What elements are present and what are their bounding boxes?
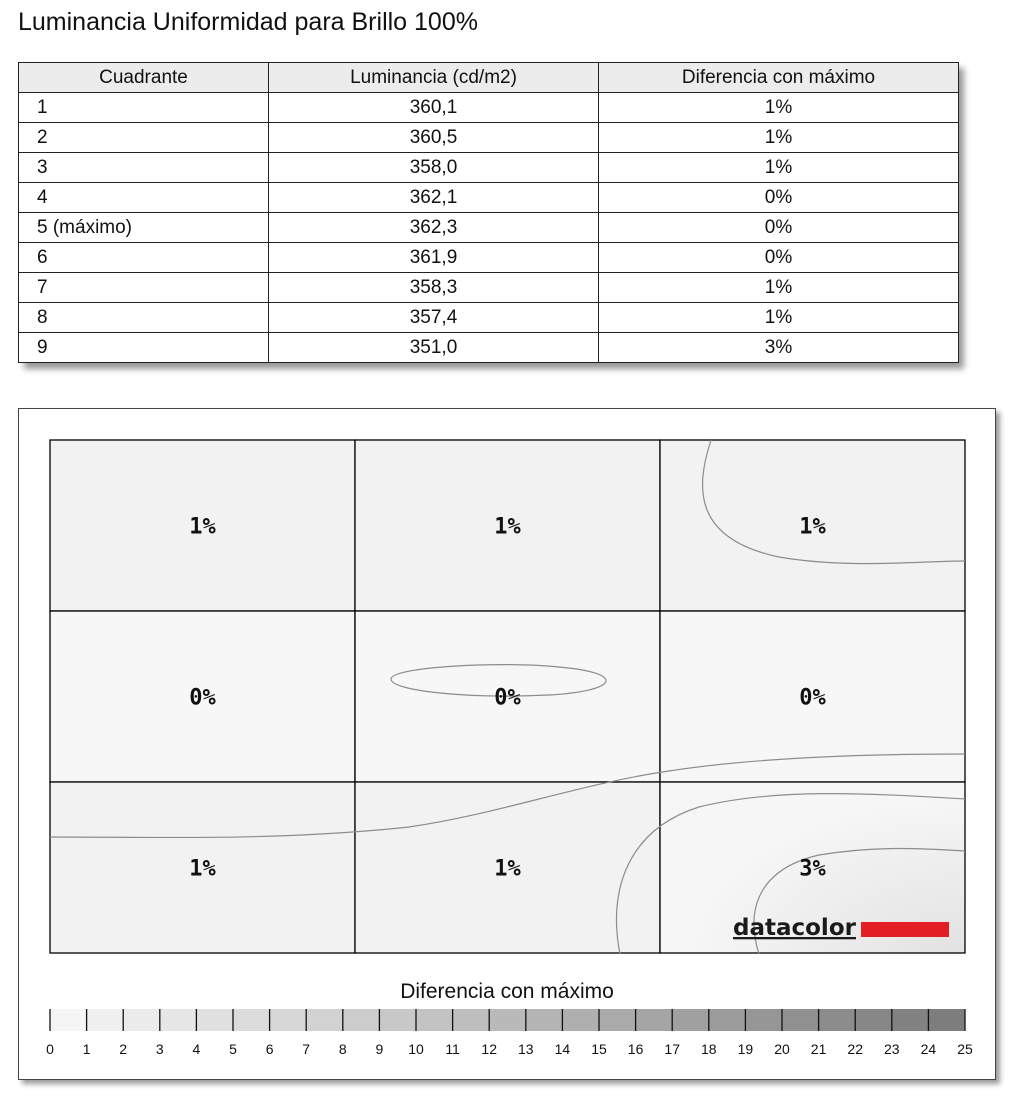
- legend-swatch: [123, 1009, 160, 1031]
- legend-tick-label: 6: [265, 1041, 274, 1057]
- legend-title: Diferencia con máximo: [400, 980, 614, 1003]
- heatmap-cell-label: 1%: [799, 514, 826, 540]
- cell-difference: 0%: [599, 183, 959, 213]
- table-row: [19, 153, 959, 183]
- legend-tick-label: 24: [920, 1041, 937, 1057]
- legend-tick-label: 23: [884, 1041, 900, 1057]
- cell-difference: 1%: [599, 153, 959, 183]
- heatmap-cell-label: 0%: [494, 685, 521, 711]
- cell-difference: 1%: [599, 93, 959, 123]
- table-row: [19, 303, 959, 333]
- header-quadrant: Cuadrante: [19, 63, 269, 93]
- legend-tick-label: 10: [408, 1041, 424, 1057]
- table-row: [19, 183, 959, 213]
- legend-tick-label: 25: [957, 1041, 973, 1057]
- legend-swatch: [233, 1009, 270, 1031]
- cell-quadrant: 8: [19, 303, 269, 333]
- legend-swatch: [416, 1009, 453, 1031]
- table-row: [19, 213, 959, 243]
- legend-swatch: [562, 1009, 599, 1031]
- cell-quadrant: 3: [19, 153, 269, 183]
- cell-quadrant: 4: [19, 183, 269, 213]
- cell-luminance: 351,0: [269, 333, 599, 363]
- cell-luminance: 358,3: [269, 273, 599, 303]
- cell-quadrant: 5 (máximo): [19, 213, 269, 243]
- legend-tick-label: 19: [737, 1041, 754, 1057]
- legend-tick-label: 14: [554, 1041, 571, 1057]
- legend-swatch: [928, 1009, 965, 1031]
- legend-swatch: [672, 1009, 709, 1031]
- cell-luminance: 358,0: [269, 153, 599, 183]
- table-row: [19, 273, 959, 303]
- legend-swatch: [526, 1009, 563, 1031]
- cell-difference: 0%: [599, 243, 959, 273]
- cell-difference: 1%: [599, 123, 959, 153]
- cell-difference: 0%: [599, 213, 959, 243]
- legend-swatch: [306, 1009, 343, 1031]
- legend-swatch: [270, 1009, 307, 1031]
- page-title: Luminancia Uniformidad para Brillo 100%: [18, 8, 478, 36]
- legend-tick-label: 4: [192, 1041, 201, 1057]
- legend-tick-label: 22: [847, 1041, 863, 1057]
- cell-luminance: 361,9: [269, 243, 599, 273]
- cell-quadrant: 1: [19, 93, 269, 123]
- heatmap-cell-label: 1%: [189, 514, 216, 540]
- legend-tick-label: 13: [518, 1041, 534, 1057]
- legend-tick-label: 0: [46, 1041, 54, 1057]
- legend-swatch: [196, 1009, 233, 1031]
- table-row: [19, 243, 959, 273]
- uniformity-table: [18, 62, 959, 363]
- legend-tick-label: 11: [445, 1041, 460, 1057]
- uniformity-heatmap: [19, 409, 995, 1079]
- legend-swatch: [782, 1009, 819, 1031]
- cell-luminance: 357,4: [269, 303, 599, 333]
- uniformity-table-wrapper: [18, 62, 958, 363]
- legend-tick-label: 9: [375, 1041, 384, 1057]
- legend-swatch: [892, 1009, 929, 1031]
- legend-swatch: [489, 1009, 526, 1031]
- heatmap-cell-label: 0%: [189, 685, 216, 711]
- legend-swatch: [343, 1009, 380, 1031]
- legend-tick-label: 20: [774, 1041, 790, 1057]
- legend-tick-label: 16: [627, 1041, 644, 1057]
- heatmap-cell-label: 3%: [799, 856, 826, 882]
- legend-tick-label: 12: [481, 1041, 497, 1057]
- legend-tick-label: 3: [155, 1041, 164, 1057]
- legend-tick-label: 2: [119, 1041, 128, 1057]
- cell-luminance: 362,1: [269, 183, 599, 213]
- table-row: [19, 333, 959, 363]
- legend-swatch: [379, 1009, 416, 1031]
- legend-tick-label: 1: [82, 1041, 91, 1057]
- header-difference: Diferencia con máximo: [599, 63, 959, 93]
- table-header-row: [19, 63, 959, 93]
- table-row: [19, 93, 959, 123]
- cell-difference: 3%: [599, 333, 959, 363]
- legend-swatch: [819, 1009, 856, 1031]
- cell-quadrant: 9: [19, 333, 269, 363]
- cell-luminance: 360,5: [269, 123, 599, 153]
- cell-luminance: 360,1: [269, 93, 599, 123]
- legend-swatch: [87, 1009, 124, 1031]
- cell-quadrant: 6: [19, 243, 269, 273]
- legend-swatch: [745, 1009, 782, 1031]
- legend-tick-label: 8: [338, 1041, 347, 1057]
- legend-swatch: [160, 1009, 197, 1031]
- legend-tick-label: 7: [302, 1041, 311, 1057]
- legend-tick-label: 18: [701, 1041, 717, 1057]
- legend-swatch: [709, 1009, 746, 1031]
- cell-difference: 1%: [599, 303, 959, 333]
- legend-tick-label: 21: [810, 1041, 827, 1057]
- legend-tick-label: 15: [591, 1041, 607, 1057]
- heatmap-cell-label: 1%: [494, 856, 521, 882]
- cell-quadrant: 2: [19, 123, 269, 153]
- cell-luminance: 362,3: [269, 213, 599, 243]
- cell-quadrant: 7: [19, 273, 269, 303]
- legend-tick-label: 17: [664, 1041, 680, 1057]
- logo-text: datacolor: [733, 915, 856, 941]
- heatmap-cell-label: 1%: [189, 856, 216, 882]
- cell-difference: 1%: [599, 273, 959, 303]
- legend-swatch: [599, 1009, 636, 1031]
- legend-swatch: [50, 1009, 87, 1031]
- logo-red-bar: [861, 922, 949, 937]
- legend-swatch: [855, 1009, 892, 1031]
- uniformity-chart-panel: [18, 408, 996, 1080]
- heatmap-cell-label: 1%: [494, 514, 521, 540]
- table-row: [19, 123, 959, 153]
- legend-swatch: [636, 1009, 673, 1031]
- header-luminance: Luminancia (cd/m2): [269, 63, 599, 93]
- heatmap-cell-label: 0%: [799, 685, 826, 711]
- legend-swatch: [453, 1009, 490, 1031]
- legend-tick-label: 5: [229, 1041, 237, 1057]
